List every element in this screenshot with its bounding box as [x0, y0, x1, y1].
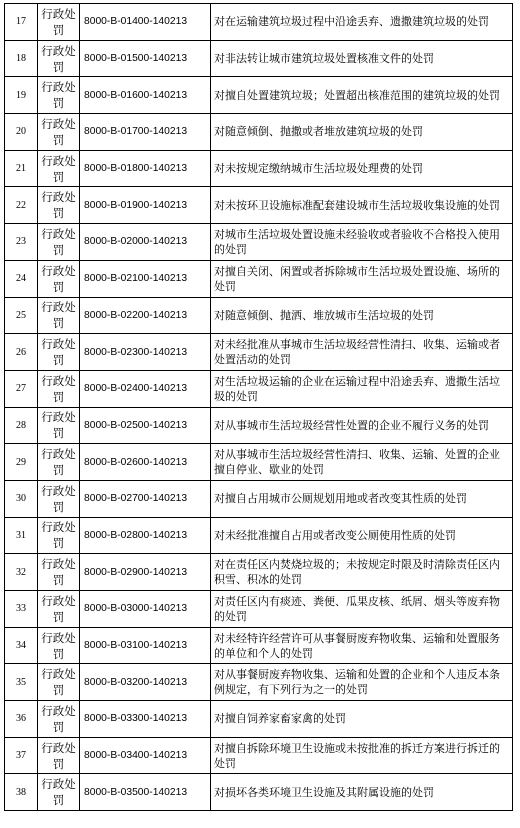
table-row — [5, 77, 513, 114]
item-code: 8000-B-02800-140213 — [80, 517, 211, 554]
item-code: 8000-B-02900-140213 — [80, 554, 211, 591]
item-code: 8000-B-01500-140213 — [80, 40, 211, 77]
item-type: 行政处罚 — [38, 444, 80, 481]
table-row — [5, 187, 513, 224]
table-row — [5, 774, 513, 811]
table-body — [5, 4, 513, 811]
table-row — [5, 260, 513, 297]
item-name: 对未经批准从事城市生活垃圾经营性清扫、收集、运输或者处置活动的处罚 — [211, 334, 513, 371]
item-type: 行政处罚 — [38, 627, 80, 664]
item-name: 对在责任区内焚烧垃圾的；未按规定时限及时清除责任区内积雪、积冰的处罚 — [211, 554, 513, 591]
row-number: 33 — [5, 591, 38, 628]
item-name: 对城市生活垃圾处置设施未经验收或者验收不合格投入使用的处罚 — [211, 224, 513, 261]
table-row — [5, 40, 513, 77]
penalty-items-table — [4, 3, 513, 811]
item-type: 行政处罚 — [38, 591, 80, 628]
table-row — [5, 480, 513, 517]
row-number: 31 — [5, 517, 38, 554]
item-name: 对随意倾倒、抛撒或者堆放建筑垃圾的处罚 — [211, 114, 513, 151]
row-number: 24 — [5, 260, 38, 297]
item-code: 8000-B-02600-140213 — [80, 444, 211, 481]
row-number: 30 — [5, 480, 38, 517]
item-name: 对从事城市生活垃圾经营性处置的企业不履行义务的处罚 — [211, 407, 513, 444]
table-row — [5, 407, 513, 444]
item-type: 行政处罚 — [38, 40, 80, 77]
item-type: 行政处罚 — [38, 224, 80, 261]
item-name: 对责任区内有痰迹、粪便、瓜果皮核、纸屑、烟头等废弃物的处罚 — [211, 591, 513, 628]
item-name: 对未按规定缴纳城市生活垃圾处理费的处罚 — [211, 150, 513, 187]
row-number: 20 — [5, 114, 38, 151]
table-row — [5, 4, 513, 41]
item-code: 8000-B-03300-140213 — [80, 701, 211, 738]
row-number: 23 — [5, 224, 38, 261]
item-code: 8000-B-03000-140213 — [80, 591, 211, 628]
item-name: 对擅自占用城市公厕规划用地或者改变其性质的处罚 — [211, 480, 513, 517]
item-type: 行政处罚 — [38, 260, 80, 297]
row-number: 29 — [5, 444, 38, 481]
item-code: 8000-B-02500-140213 — [80, 407, 211, 444]
item-type: 行政处罚 — [38, 737, 80, 774]
row-number: 28 — [5, 407, 38, 444]
item-type: 行政处罚 — [38, 664, 80, 701]
table-row — [5, 114, 513, 151]
item-name: 对损坏各类环境卫生设施及其附属设施的处罚 — [211, 774, 513, 811]
row-number: 17 — [5, 4, 38, 41]
table-row — [5, 517, 513, 554]
item-type: 行政处罚 — [38, 370, 80, 407]
table-row — [5, 737, 513, 774]
item-code: 8000-B-03100-140213 — [80, 627, 211, 664]
item-code: 8000-B-03400-140213 — [80, 737, 211, 774]
table-row — [5, 664, 513, 701]
item-code: 8000-B-02000-140213 — [80, 224, 211, 261]
row-number: 38 — [5, 774, 38, 811]
row-number: 22 — [5, 187, 38, 224]
row-number: 25 — [5, 297, 38, 334]
item-name: 对未按环卫设施标准配套建设城市生活垃圾收集设施的处罚 — [211, 187, 513, 224]
table-row — [5, 591, 513, 628]
item-type: 行政处罚 — [38, 4, 80, 41]
item-name: 对非法转让城市建筑垃圾处置核准文件的处罚 — [211, 40, 513, 77]
item-code: 8000-B-03200-140213 — [80, 664, 211, 701]
row-number: 36 — [5, 701, 38, 738]
item-code: 8000-B-01700-140213 — [80, 114, 211, 151]
table-row — [5, 444, 513, 481]
item-code: 8000-B-01600-140213 — [80, 77, 211, 114]
item-name: 对擅自处置建筑垃圾；处置超出核准范围的建筑垃圾的处罚 — [211, 77, 513, 114]
table-row — [5, 701, 513, 738]
item-name: 对生活垃圾运输的企业在运输过程中沿途丢弃、遗撒生活垃圾的处罚 — [211, 370, 513, 407]
item-code: 8000-B-02300-140213 — [80, 334, 211, 371]
item-name: 对随意倾倒、抛洒、堆放城市生活垃圾的处罚 — [211, 297, 513, 334]
table-row — [5, 334, 513, 371]
item-type: 行政处罚 — [38, 517, 80, 554]
item-code: 8000-B-01400-140213 — [80, 4, 211, 41]
item-code: 8000-B-01900-140213 — [80, 187, 211, 224]
item-name: 对从事城市生活垃圾经营性清扫、收集、运输、处置的企业擅自停业、歇业的处罚 — [211, 444, 513, 481]
item-name: 对擅自关闭、闲置或者拆除城市生活垃圾处置设施、场所的处罚 — [211, 260, 513, 297]
item-type: 行政处罚 — [38, 297, 80, 334]
item-code: 8000-B-02100-140213 — [80, 260, 211, 297]
item-code: 8000-B-03500-140213 — [80, 774, 211, 811]
row-number: 35 — [5, 664, 38, 701]
item-type: 行政处罚 — [38, 774, 80, 811]
row-number: 32 — [5, 554, 38, 591]
row-number: 18 — [5, 40, 38, 77]
item-type: 行政处罚 — [38, 334, 80, 371]
item-name: 对擅自饲养家畜家禽的处罚 — [211, 701, 513, 738]
table-row — [5, 150, 513, 187]
item-type: 行政处罚 — [38, 150, 80, 187]
item-type: 行政处罚 — [38, 114, 80, 151]
row-number: 19 — [5, 77, 38, 114]
item-name: 对擅自拆除环境卫生设施或未按批准的拆迁方案进行拆迁的处罚 — [211, 737, 513, 774]
item-code: 8000-B-02400-140213 — [80, 370, 211, 407]
item-name: 对未经特许经营许可从事餐厨废弃物收集、运输和处置服务的单位和个人的处罚 — [211, 627, 513, 664]
table-row — [5, 224, 513, 261]
item-type: 行政处罚 — [38, 480, 80, 517]
item-code: 8000-B-01800-140213 — [80, 150, 211, 187]
row-number: 27 — [5, 370, 38, 407]
item-name: 对未经批准擅自占用或者改变公厕使用性质的处罚 — [211, 517, 513, 554]
row-number: 26 — [5, 334, 38, 371]
table-row — [5, 627, 513, 664]
table-row — [5, 370, 513, 407]
item-type: 行政处罚 — [38, 554, 80, 591]
row-number: 21 — [5, 150, 38, 187]
row-number: 34 — [5, 627, 38, 664]
item-code: 8000-B-02200-140213 — [80, 297, 211, 334]
item-code: 8000-B-02700-140213 — [80, 480, 211, 517]
table-row — [5, 554, 513, 591]
item-type: 行政处罚 — [38, 701, 80, 738]
table-row — [5, 297, 513, 334]
item-type: 行政处罚 — [38, 407, 80, 444]
item-type: 行政处罚 — [38, 187, 80, 224]
item-name: 对从事餐厨废弃物收集、运输和处置的企业和个人违反本条例规定，有下列行为之一的处罚 — [211, 664, 513, 701]
row-number: 37 — [5, 737, 38, 774]
item-type: 行政处罚 — [38, 77, 80, 114]
item-name: 对在运输建筑垃圾过程中沿途丢弃、遗撒建筑垃圾的处罚 — [211, 4, 513, 41]
